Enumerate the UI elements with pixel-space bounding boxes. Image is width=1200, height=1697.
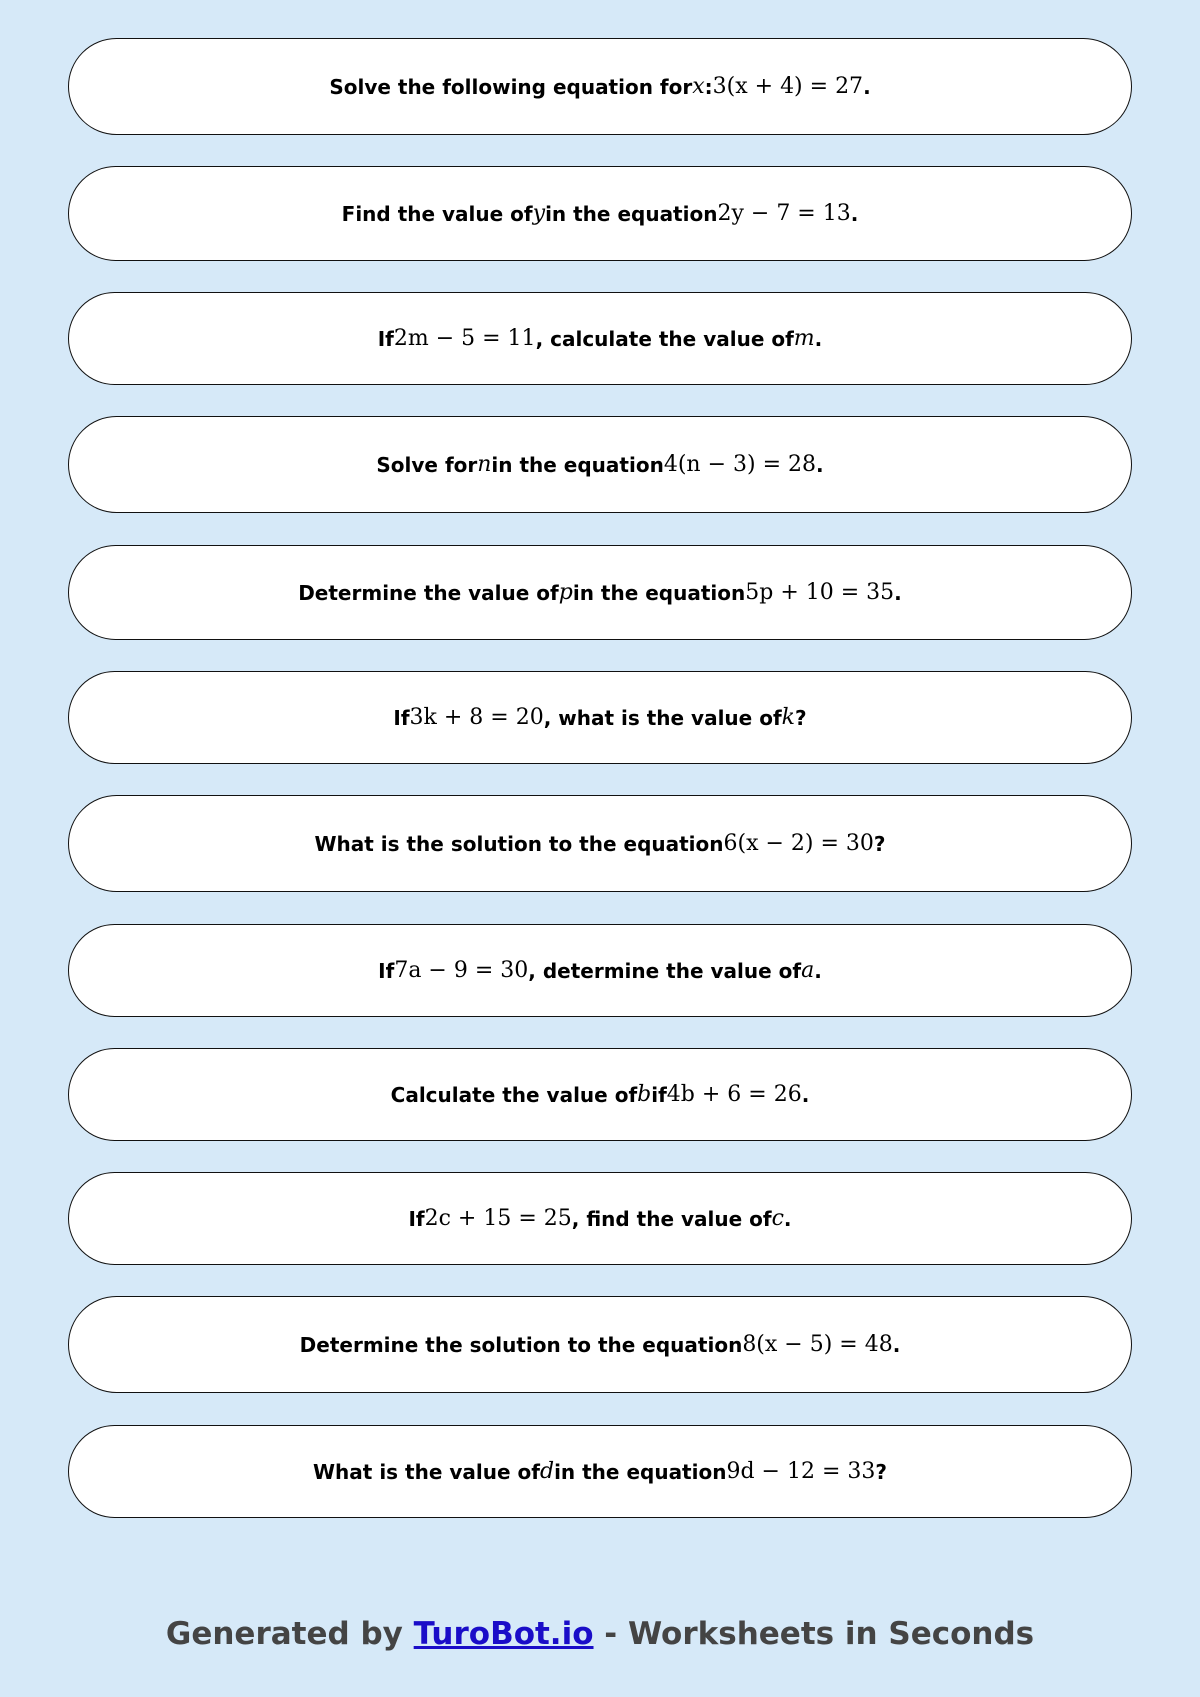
question-text: If: [393, 705, 410, 730]
question-text: , find the value of: [571, 1206, 772, 1231]
math-expression: 4b + 6 = 26: [666, 1082, 802, 1107]
question-card: [68, 1172, 1132, 1265]
question-text: in the equation: [554, 1459, 727, 1484]
question-card: [68, 166, 1132, 261]
math-expression: 4(n − 3) = 28: [663, 452, 816, 477]
math-expression: b: [637, 1082, 652, 1107]
question-text: Calculate the value of: [390, 1082, 638, 1107]
question-text: if: [651, 1082, 667, 1107]
question-card: [68, 924, 1132, 1017]
question-text: .: [814, 958, 822, 983]
math-expression: 2y − 7 = 13: [717, 201, 851, 226]
math-expression: 3k + 8 = 20: [409, 705, 544, 730]
question-text: , calculate the value of: [535, 326, 794, 351]
footer-suffix: - Worksheets in Seconds: [593, 1616, 1035, 1652]
question-text: Determine the value of: [298, 580, 559, 605]
question-card: [68, 292, 1132, 385]
question-text: ?: [873, 831, 886, 856]
math-expression: 2m − 5 = 11: [393, 326, 536, 351]
math-expression: p: [558, 580, 573, 605]
math-expression: k: [781, 705, 795, 730]
question-text: .: [816, 452, 824, 477]
question-text: .: [892, 1332, 901, 1357]
question-text: .: [863, 74, 871, 99]
question-text: ?: [795, 705, 807, 730]
question-text: .: [894, 580, 902, 605]
math-expression: y: [532, 201, 546, 226]
question-text: :: [704, 74, 713, 99]
footer-prefix: Generated by: [165, 1616, 414, 1652]
math-expression: 2c + 15 = 25: [424, 1206, 572, 1231]
question-text: .: [801, 1082, 810, 1107]
question-text: .: [850, 201, 859, 226]
math-expression: n: [477, 452, 492, 477]
math-expression: d: [539, 1459, 555, 1484]
question-card: [68, 416, 1132, 513]
question-text: Find the value of: [341, 201, 533, 226]
question-text: in the equation: [545, 201, 718, 226]
question-text: .: [783, 1206, 792, 1231]
question-card: [68, 1296, 1132, 1393]
question-card: [68, 1048, 1132, 1141]
math-expression: x: [692, 74, 705, 99]
question-text: in the equation: [572, 580, 746, 605]
question-text: ?: [875, 1459, 887, 1484]
question-card: [68, 795, 1132, 892]
math-expression: c: [771, 1206, 784, 1231]
question-text: , determine the value of: [528, 958, 802, 983]
question-card: [68, 38, 1132, 135]
math-expression: 7a − 9 = 30: [394, 958, 529, 983]
question-text: Solve the following equation for: [329, 74, 693, 99]
math-expression: 3(x + 4) = 27: [712, 74, 864, 99]
question-text: .: [814, 326, 823, 351]
math-expression: 9d − 12 = 33: [726, 1459, 876, 1484]
math-expression: a: [801, 958, 815, 983]
turobot-link[interactable]: TuroBot.io: [413, 1616, 594, 1652]
question-card: [68, 1425, 1132, 1518]
question-text: Determine the solution to the equation: [299, 1332, 743, 1357]
math-expression: m: [793, 326, 815, 351]
question-text: What is the solution to the equation: [314, 831, 724, 856]
question-card: [68, 545, 1132, 640]
question-text: If: [408, 1206, 425, 1231]
question-card: [68, 671, 1132, 764]
question-text: in the equation: [491, 452, 664, 477]
question-text: If: [377, 326, 394, 351]
math-expression: 8(x − 5) = 48: [742, 1332, 893, 1357]
footer: [0, 1616, 1200, 1652]
question-text: Solve for: [376, 452, 478, 477]
question-list: [68, 38, 1132, 1518]
math-expression: 6(x − 2) = 30: [723, 831, 874, 856]
question-text: , what is the value of: [543, 705, 782, 730]
question-text: If: [378, 958, 395, 983]
math-expression: 5p + 10 = 35: [745, 580, 895, 605]
question-text: What is the value of: [313, 1459, 540, 1484]
